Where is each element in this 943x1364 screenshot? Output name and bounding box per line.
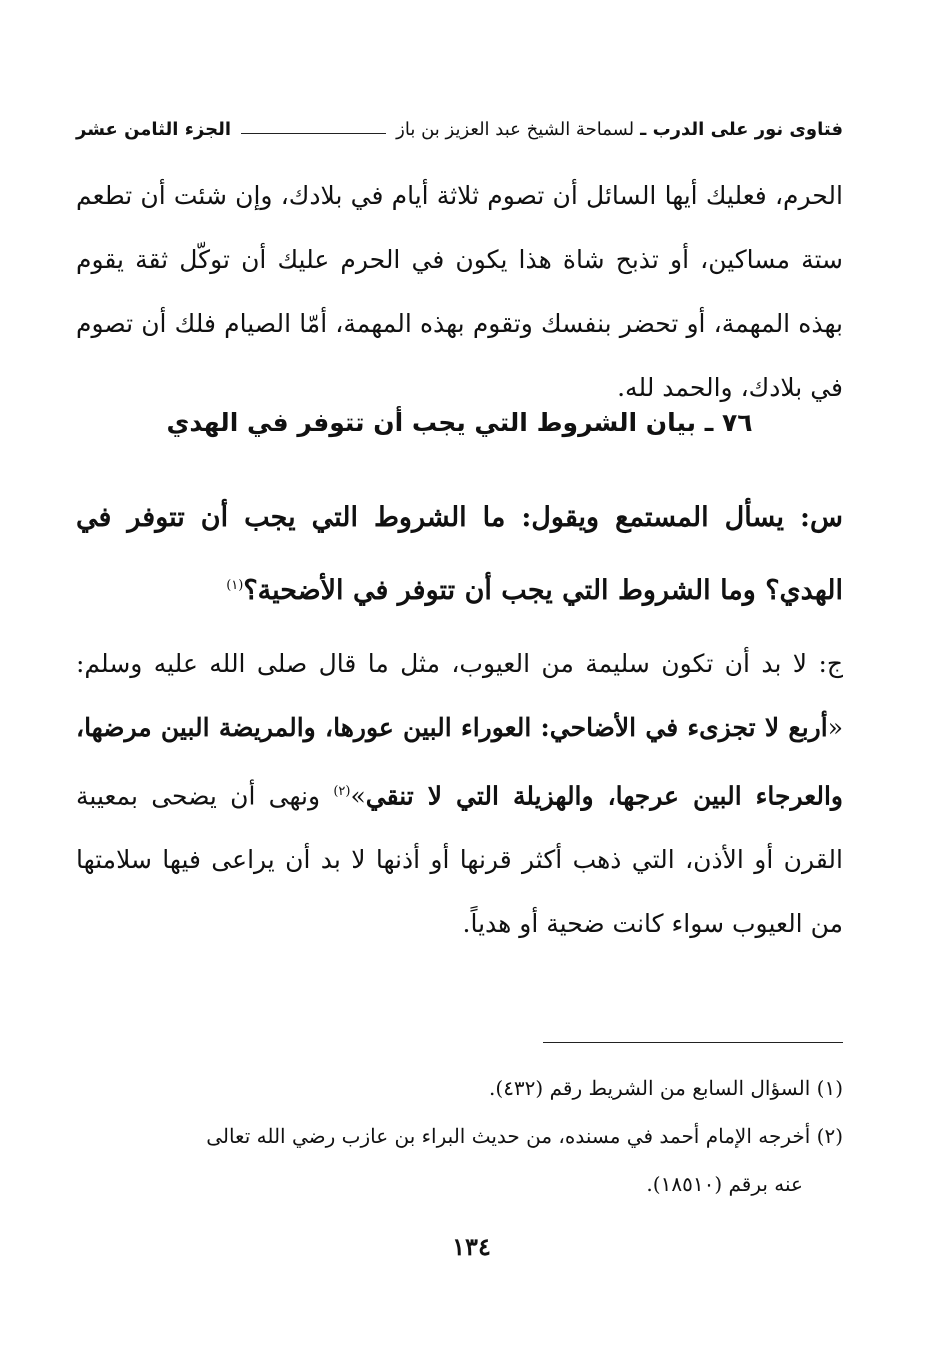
- footnote-ref-1: (١): [226, 578, 244, 593]
- footnote-2-line-1: (٢) أخرجه الإمام أحمد في مسنده، من حديث البراء بن عازب رضي الله تعالى: [206, 1124, 843, 1148]
- footnote-ref-2: (٢): [333, 784, 351, 799]
- answer-intro: ج: لا بد أن تكون سليمة من العيوب، مثل ما قال صلى الله عليه وسلم: «: [76, 649, 843, 742]
- footnote-separator: [543, 1042, 843, 1043]
- question-text: س: يسأل المستمع ويقول: ما الشروط التي يجب أن تتوفر في الهدي؟ وما الشروط التي يجب أن تتوفر في الأضحية؟: [76, 502, 843, 606]
- question-paragraph: [76, 484, 843, 625]
- hadith-quote: أربع لا تجزىء في الأضاحي: العوراء البين عورها، والمريضة البين مرضها، والعرجاء البين عرجها، والهزيلة التي لا تنقي: [76, 713, 843, 811]
- volume-part: الجزء الثامن عشر: [76, 118, 232, 140]
- footnote-1: (١) السؤال السابع من الشريط رقم (٤٣٢).: [489, 1076, 843, 1100]
- header-title-group: [396, 119, 843, 140]
- page-number: ١٣٤: [452, 1232, 491, 1261]
- author-name: لسماحة الشيخ عبد العزيز بن باز: [396, 118, 635, 140]
- continuation-paragraph: الحرم، فعليك أيها السائل أن تصوم ثلاثة أيام في بلادك، وإن شئت أن تطعم ستة مساكين، أو تذبح شاة هذا يكون في الحرم عليك أن توكّل ثقة يقوم بهذه المهمة، أو تحضر بنفسك وتقوم بهذه المهمة، أمّا الصيام فلك أن تصوم في بلادك، والحمد لله.: [76, 181, 843, 402]
- footnote-2-line-2: عنه برقم (١٨٥١٠).: [646, 1172, 803, 1196]
- section-title: ٧٦ ـ بيان الشروط التي يجب أن تتوفر في الهدي: [166, 408, 753, 437]
- header-rule: [241, 133, 386, 134]
- answer-rest: ونهى أن يضحى بمعيبة القرن أو الأذن، التي ذهب أكثر قرنها أو أذنها لا بد أن يراعى فيها سلامتها من العيوب سواء كانت ضحية أو هدياً.: [76, 781, 843, 939]
- footnotes: [76, 1064, 843, 1208]
- quote-close: »: [350, 781, 366, 811]
- answer-paragraph: [76, 632, 843, 956]
- running-header: [76, 112, 843, 146]
- book-title: فتاوى نور على الدرب ـ: [640, 118, 843, 140]
